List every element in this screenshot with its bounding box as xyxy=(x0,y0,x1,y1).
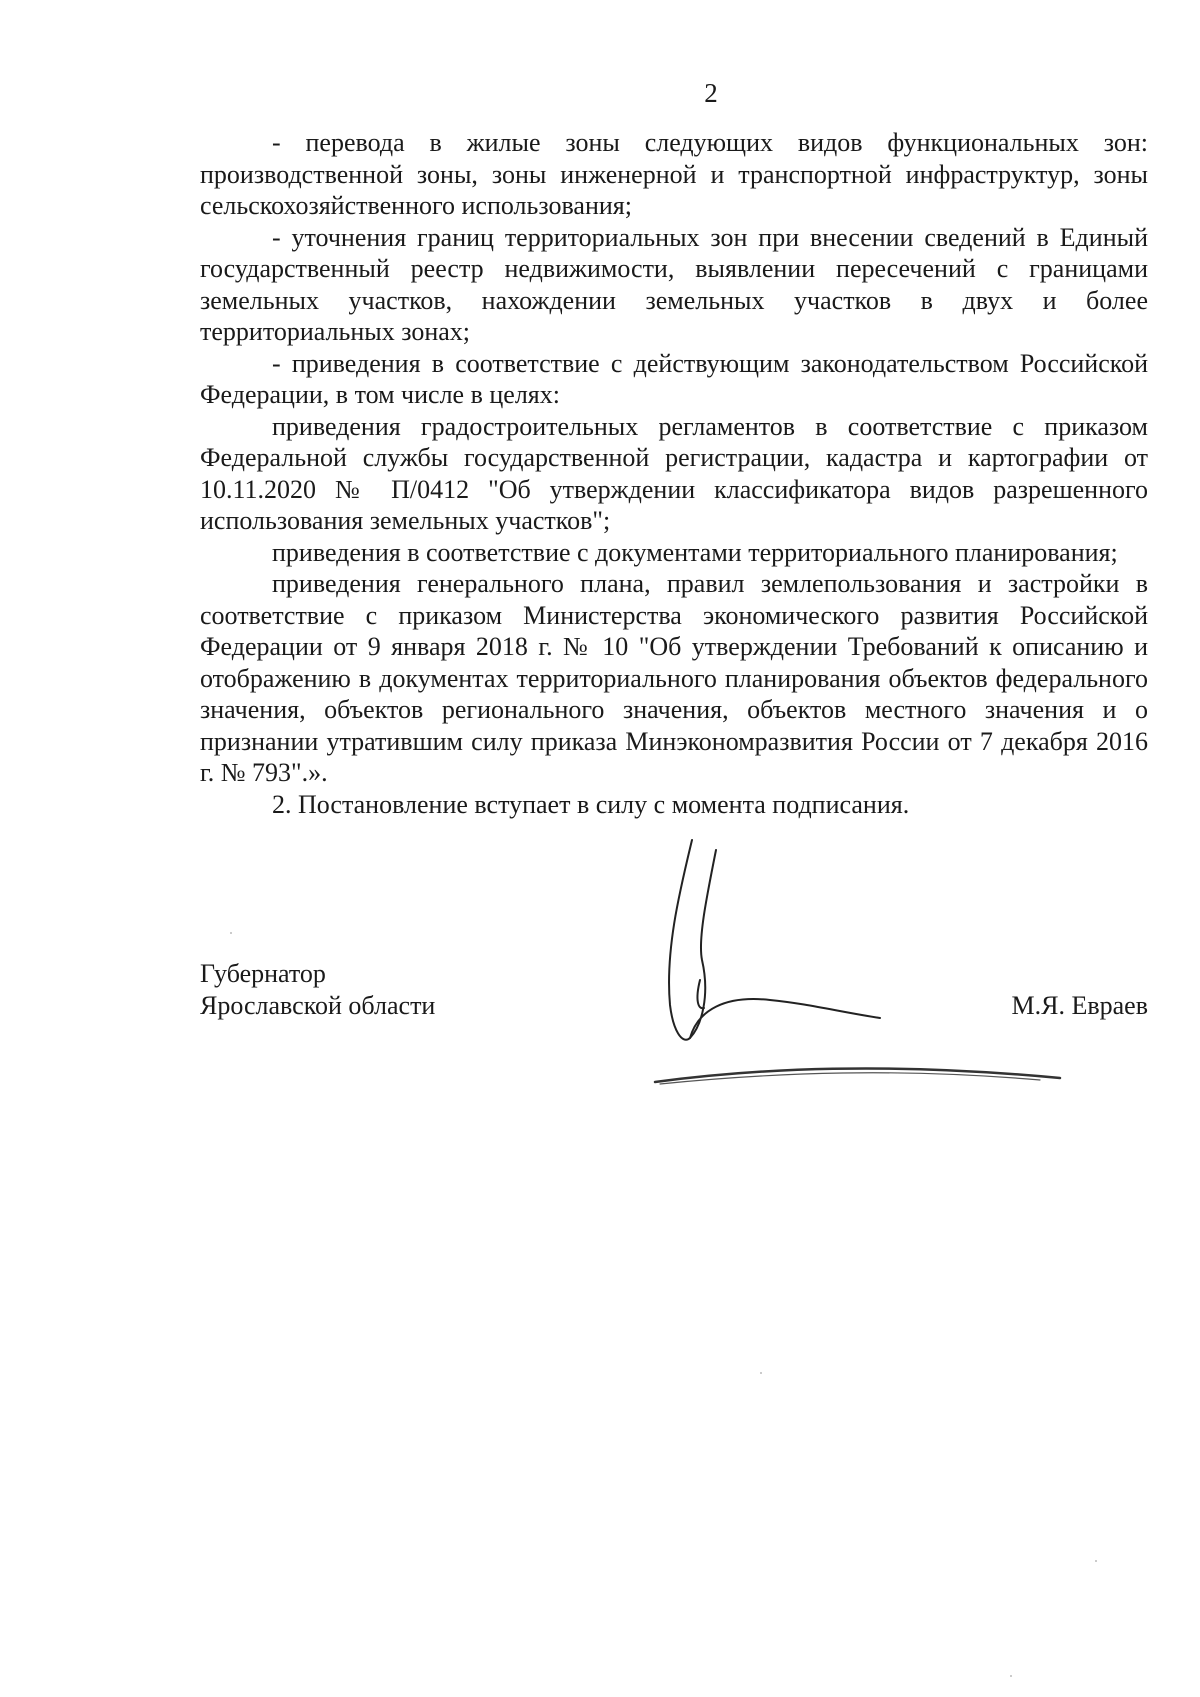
paragraph-effective-date: 2. Постановление вступает в силу с момента подписания. xyxy=(272,789,910,819)
document-body xyxy=(200,127,1148,820)
paragraph-general-plan: приведения генерального плана, правил землепользования и застройки в соответствие с приказом Министерства экономического развития Российской Федерации от 9 января 2018 г. № 10 "Об утверждении Требований к описанию и отображению в документах территориального планирования объектов федерального значения, объектов регионального значения, объектов местного значения и о признании утратившим силу приказа Минэкономразвития России от 7 декабря 2016 г. № 793".». xyxy=(200,569,1148,787)
handwritten-signature xyxy=(640,830,1070,1090)
signatory-name: М.Я. Евраев xyxy=(1011,991,1148,1020)
scan-speck xyxy=(230,932,232,934)
paragraph-territorial-planning: приведения в соответствие с документами территориального планирования; xyxy=(272,537,1118,567)
paragraph-legislation-compliance: - приведения в соответствие с действующим законодательством Российской Федерации, в том числе в целях: xyxy=(200,348,1148,409)
signatory-title-line2: Ярославской области xyxy=(200,991,436,1020)
paragraph-urban-regulations: приведения градостроительных регламентов в соответствие с приказом Федеральной службы государственной регистрации, кадастра и картографии от 10.11.2020 № П/0412 "Об утверждении классификатора видов разрешенного использования земельных участков"; xyxy=(200,411,1148,535)
paragraph-residential-zones: - перевода в жилые зоны следующих видов функциональных зон: производственной зоны, зоны инженерной и транспортной инфраструктур, зоны сельскохозяйственного использования; xyxy=(200,128,1148,220)
page-number: 2 xyxy=(704,78,718,108)
scan-speck xyxy=(1010,1675,1012,1677)
signatory-title xyxy=(200,958,435,1022)
signatory-title-line1: Губернатор xyxy=(200,959,326,988)
scan-speck xyxy=(760,1372,762,1374)
scan-speck xyxy=(1095,1560,1097,1562)
paragraph-zone-boundaries: - уточнения границ территориальных зон при внесении сведений в Единый государственный реестр недвижимости, выявлении пересечений с границами земельных участков, нахождении земельных участков в двух и более территориальных зонах; xyxy=(200,222,1148,346)
